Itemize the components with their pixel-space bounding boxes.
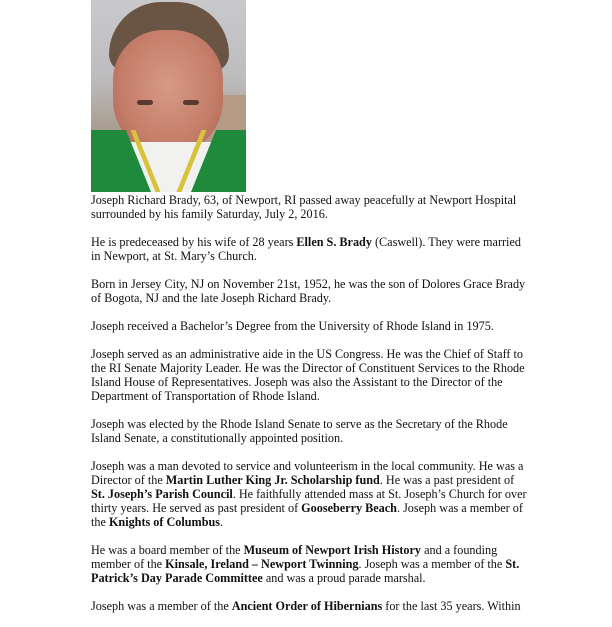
bold-name: St. Joseph’s Parish Council [91,487,233,501]
bold-name: Ancient Order of Hibernians [231,599,383,613]
portrait-eye [137,100,153,105]
text-run: Born in Jersey City, NJ on November 21st, 1952, he was the son of Dolores Grace Brady of Bogota, NJ and the late Joseph Richard Brady. [91,277,526,305]
text-run: Joseph was a man devoted to service and volunteerism in the local community. He was a Director of the [91,459,524,487]
portrait-face [113,30,223,155]
text-run: Joseph was elected by the Rhode Island Senate to serve as the Secretary of the Rhode Island Senate, a constitutionally appointed position. [91,417,508,445]
bold-name: St. Patrick’s Day Parade Committee [91,557,520,585]
text-run: Joseph was a member of the [91,599,232,613]
paragraph-education [91,319,531,333]
text-run: . He was a past president of [379,473,515,487]
portrait-photo [91,0,246,192]
bold-name: Kinsale, Ireland – Newport Twinning [165,557,359,571]
bold-name: Knights of Columbus [108,515,221,529]
obituary-document [91,0,531,627]
text-run: . [220,515,224,529]
bold-name: Ellen S. Brady [296,235,372,249]
text-run: Joseph received a Bachelor’s Degree from the University of Rhode Island in 1975. [91,319,494,333]
paragraph-death-notice [91,193,531,221]
paragraph-birth [91,277,531,305]
text-run: . He faithfully attended mass at St. Joseph’s Church for over thirty years. He served as past president of [91,487,527,515]
paragraph-career [91,347,531,403]
bold-name: Martin Luther King Jr. Scholarship fund [165,473,380,487]
text-run: He was a board member of the [91,543,244,557]
text-run: . Joseph was a member of the [91,501,523,529]
text-run: for the last 35 years. Within [382,599,521,613]
text-run: . Joseph was a member of the [358,557,506,571]
bold-name: Gooseberry Beach [301,501,397,515]
portrait-eye [183,100,199,105]
text-run: Joseph Richard Brady, 63, of Newport, RI passed away peacefully at Newport Hospital surrounded by his family Saturday, July 2, 2016. [91,193,517,221]
paragraph-community-service [91,459,531,529]
bold-name: Museum of Newport Irish History [243,543,422,557]
paragraph-hibernians [91,599,531,613]
paragraph-irish-heritage [91,543,531,585]
text-run: He is predeceased by his wife of 28 years [91,235,297,249]
text-run: Joseph served as an administrative aide in the US Congress. He was the Chief of Staff to the RI Senate Majority Leader. He was the Director of Constituent Services to the Rhode Island House of Representatives. Joseph was also the Assistant to the Director of the Department of Transportation of Rhode Island. [91,347,525,403]
text-run: and was a proud parade marshal. [262,571,426,585]
paragraph-spouse [91,235,531,263]
text-run: and a founding member of the [91,543,498,571]
paragraph-senate-secretary [91,417,531,445]
obituary-body [91,193,531,613]
text-run: (Caswell). They were married in Newport, at St. Mary’s Church. [91,235,521,263]
